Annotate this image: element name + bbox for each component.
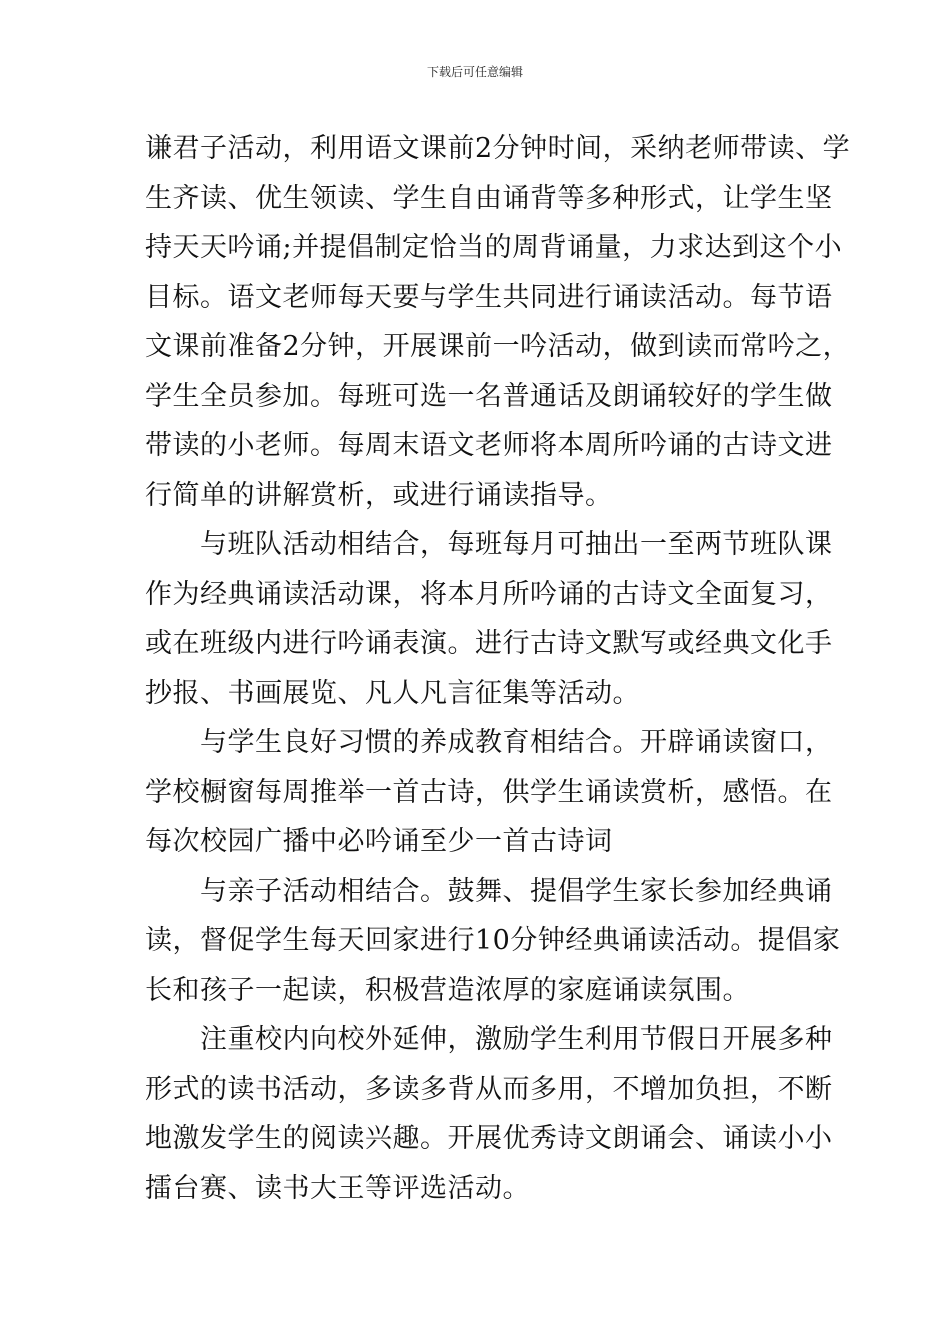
text-line: 文课前准备2分钟，开展课前一吟活动，做到读而常吟之， xyxy=(145,331,851,362)
text-line: 注重校内向校外延伸，激励学生利用节假日开展多种 xyxy=(200,1024,833,1055)
text-line: 目标。语文老师每天要与学生共同进行诵读活动。每节语 xyxy=(145,281,833,313)
text-line: 形式的读书活动，多读多背从而多用，不增加负担，不断 xyxy=(145,1073,833,1105)
text-line: 长和孩子一起读，积极营造浓厚的家庭诵读氛围。 xyxy=(145,974,750,1006)
text-line: 与班队活动相结合，每班每月可抽出一至两节班队课 xyxy=(200,529,833,560)
text-line: 行简单的讲解赏析，或进行诵读指导。 xyxy=(145,479,613,511)
text-line: 与学生良好习惯的养成教育相结合。开辟诵读窗口， xyxy=(200,727,833,758)
text-line: 谦君子活动，利用语文课前2分钟时间，采纳老师带读、学 xyxy=(145,133,851,164)
page-header: 下载后可任意编辑 xyxy=(426,65,523,79)
text-line: 生齐读、优生领读、学生自由诵背等多种形式，让学生坚 xyxy=(145,182,833,214)
text-line: 每次校园广播中必吟诵至少一首古诗词 xyxy=(145,826,613,857)
paragraph-3 xyxy=(145,718,833,867)
text-line: 地激发学生的阅读兴趣。开展优秀诗文朗诵会、诵读小小 xyxy=(145,1123,833,1154)
text-line: 读，督促学生每天回家进行10分钟经典诵读活动。提倡家 xyxy=(145,925,841,956)
text-line: 持天天吟诵;并提倡制定恰当的周背诵量，力求达到这个小 xyxy=(145,232,843,263)
paragraph-2 xyxy=(145,520,833,718)
paragraph-5 xyxy=(145,1015,833,1213)
text-line: 或在班级内进行吟诵表演。进行古诗文默写或经典文化手 xyxy=(145,628,833,659)
paragraph-4 xyxy=(145,867,841,1016)
text-line: 学生全员参加。每班可选一名普通话及朗诵较好的学生做 xyxy=(145,380,833,412)
text-line: 带读的小老师。每周末语文老师将本周所吟诵的古诗文进 xyxy=(145,430,833,461)
document-body xyxy=(145,124,851,1213)
text-line: 作为经典诵读活动课，将本月所吟诵的古诗文全面复习， xyxy=(145,578,833,610)
paragraph-1 xyxy=(145,124,851,520)
text-line: 与亲子活动相结合。鼓舞、提倡学生家长参加经典诵 xyxy=(200,875,833,907)
text-line: 擂台赛、读书大王等评选活动。 xyxy=(145,1172,530,1204)
text-line: 学校橱窗每周推举一首古诗，供学生诵读赏析，感悟。在 xyxy=(145,776,833,808)
text-line: 抄报、书画展览、凡人凡言征集等活动。 xyxy=(145,677,640,709)
